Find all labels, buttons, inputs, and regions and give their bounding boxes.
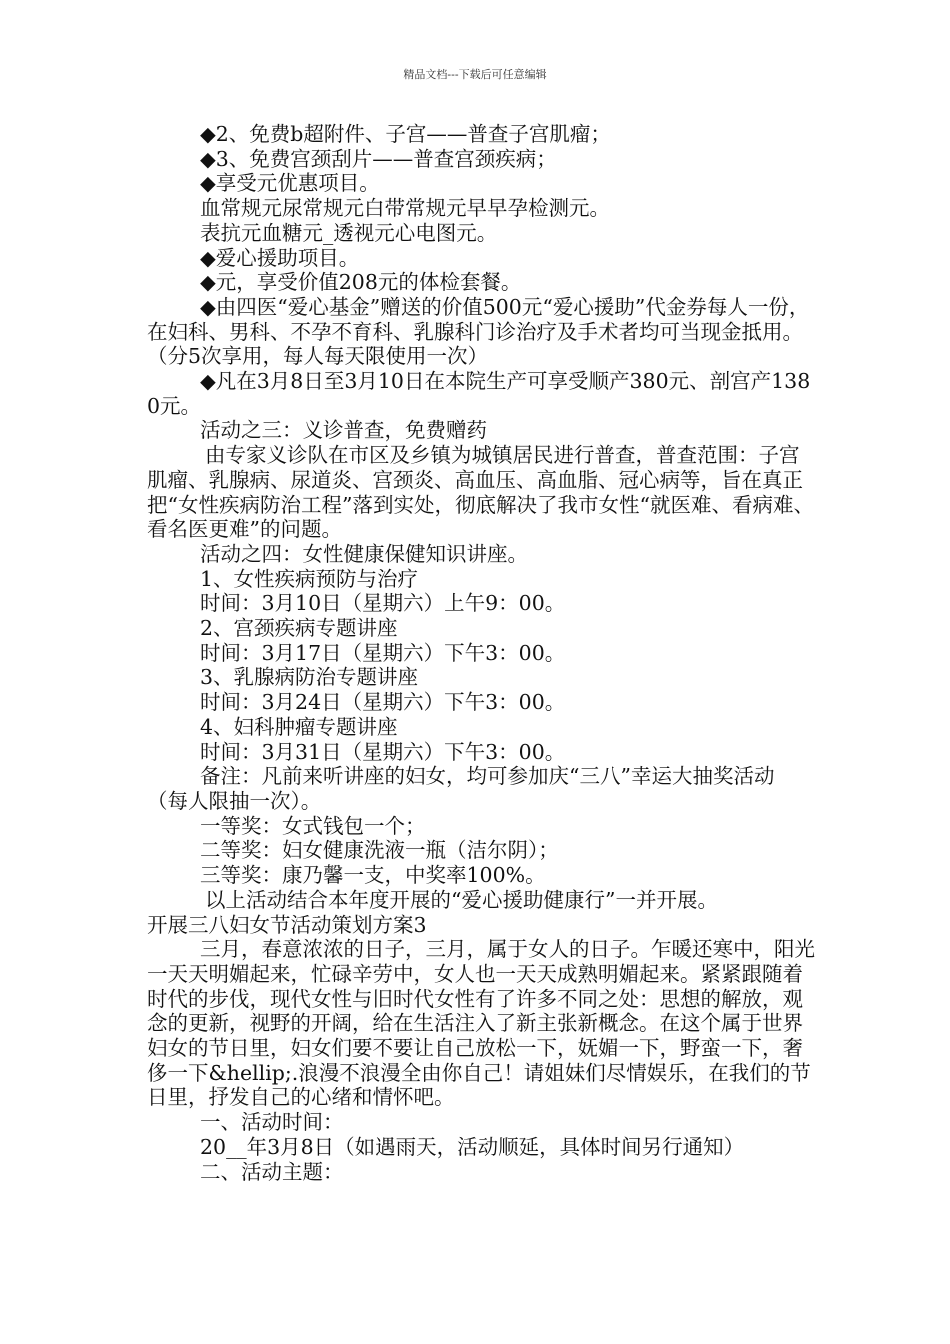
paragraph: 开展三八妇女节活动策划方案3 — [147, 912, 427, 937]
paragraph: 活动之四：女性健康保健知识讲座。 — [200, 541, 528, 566]
paragraph: 三等奖：康乃馨一支，中奖率100%。 — [200, 863, 546, 888]
document-body — [147, 122, 815, 1184]
paragraph: 二等奖：妇女健康洗液一瓶（洁尔阴）； — [200, 838, 559, 863]
paragraph: 一等奖：女式钱包一个； — [200, 813, 426, 838]
paragraph: 20__年3月8日（如遇雨天，活动顺延，具体时间另行通知） — [200, 1134, 745, 1159]
paragraph: ◆爱心援助项目。 — [200, 245, 360, 270]
paragraph: 以上活动结合本年度开展的“爱心援助健康行”一并开展。 — [205, 887, 718, 912]
paragraph: ◆凡在3月8日至3月10日在本院生产可享受顺产380元、剖宫产1380元。 — [147, 369, 811, 418]
paragraph: ◆元，享受价值208元的体检套餐。 — [200, 270, 522, 295]
paragraph: 1、女性疾病预防与治疗 — [200, 566, 419, 591]
paragraph: 3、乳腺病防治专题讲座 — [200, 665, 419, 690]
paragraph: 表抗元血糖元_透视元心电图元。 — [200, 220, 498, 245]
paragraph: ◆享受元优惠项目。 — [200, 171, 380, 196]
paragraph: 三月，春意浓浓的日子，三月，属于女人的日子。乍暖还寒中，阳光一天天明媚起来，忙碌辛劳中，女人也一天天成熟明媚起来。紧紧跟随着时代的步伐，现代女性与旧时代女性有了许多不同之处：思想的解放，观念的更新，视野的开阔，给在生活注入了新主张新概念。在这个属于世界妇女的节日里，妇女们要不要让自己放松一下，妩媚一下，野蛮一下，奢侈一下&hellip;.浪漫不浪漫全由你自己！请姐妹们尽情娱乐，在我们的节日里，抒发自己的心绪和情怀吧。 — [147, 937, 815, 1110]
paragraph: 活动之三：义诊普查，免费赠药 — [200, 418, 487, 443]
page-header: 精品文档---下载后可任意编辑 — [403, 68, 547, 81]
paragraph: 一、活动时间： — [200, 1110, 344, 1135]
paragraph: 二、活动主题： — [200, 1159, 344, 1184]
paragraph: 时间：3月17日（星期六）下午3：00。 — [200, 640, 566, 665]
paragraph: 备注：凡前来听讲座的妇女，均可参加庆“三八”幸运大抽奖活动（每人限抽一次）。 — [147, 764, 775, 813]
paragraph: ◆3、免费宫颈刮片——普查宫颈疾病； — [200, 146, 557, 171]
paragraph: ◆2、免费b超附件、子宫——普查子宫肌瘤； — [200, 122, 611, 146]
paragraph: 时间：3月31日（星期六）下午3：00。 — [200, 739, 566, 764]
paragraph: 时间：3月24日（星期六）下午3：00。 — [200, 690, 566, 715]
paragraph: ◆由四医“爱心基金”赠送的价值500元“爱心援助”代金券每人一份，在妇科、男科、不孕不育科、乳腺科门诊治疗及手术者均可当现金抵用。（分5次享用，每人每天限使用一次） — [147, 294, 810, 369]
paragraph: 时间：3月10日（星期六）上午9：00。 — [200, 591, 566, 616]
paragraph: 由专家义诊队在市区及乡镇为城镇居民进行普查，普查范围：子宫肌瘤、乳腺病、尿道炎、宫颈炎、高血压、高血脂、冠心病等，旨在真正把“女性疾病防治工程”落到实处，彻底解决了我市女性“就医难、看病难、看名医更难”的问题。 — [147, 443, 814, 542]
paragraph: 2、宫颈疾病专题讲座 — [200, 616, 398, 641]
paragraph: 4、妇科肿瘤专题讲座 — [200, 714, 398, 739]
paragraph: 血常规元尿常规元白带常规元早早孕检测元。 — [200, 196, 610, 221]
